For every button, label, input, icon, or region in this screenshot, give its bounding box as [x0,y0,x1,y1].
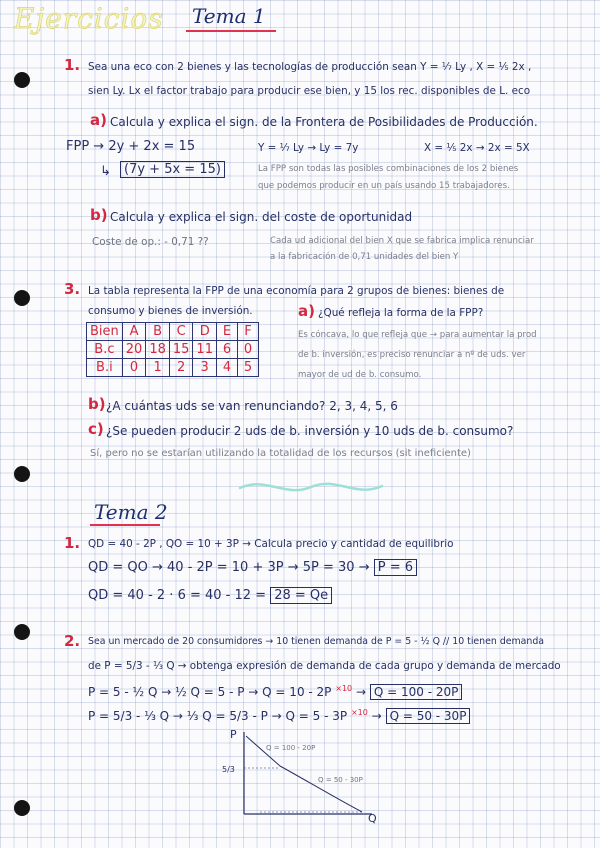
table-cell: 2 [169,359,193,377]
table-row [87,359,259,377]
ex3-b-label: b) [88,395,106,413]
binder-hole [14,466,30,482]
t2-ex1-statement: QD = 40 - 2P , QO = 10 + 3P → Calcula precio y cantidad de equilibrio [88,538,454,550]
table-header-cell: B [146,323,170,341]
arrow-icon: ↳ [100,164,111,179]
demand-graph [222,726,392,826]
binder-hole [14,624,30,640]
t2-ex2-group1 [88,684,462,699]
ex1-statement-line1: Sea una eco con 2 bienes y las tecnologías de producción sean Y = ⅐ Ly , X = ⅕ 2x , [88,61,532,73]
ex3-a-note-line1: Es cóncava, lo que refleja que → para aumentar la prod [298,330,537,340]
y-production-equation: Y = ⅐ Ly → Ly = 7y [258,142,359,154]
table-cell: 18 [146,341,170,359]
x-production-equation: X = ⅕ 2x → 2x = 5X [424,142,530,154]
table-header-cell: Bien [87,323,123,341]
t2-ex2-statement-line1: Sea un mercado de 20 consumidores → 10 tienen demanda de P = 5 - ½ Q // 10 tienen demanda [88,636,545,647]
table-cell: 6 [216,341,237,359]
table-row [87,341,259,359]
table-header-cell: C [169,323,193,341]
table-cell: 3 [193,359,217,377]
quantity-result-box: 28 = Qe [270,587,332,604]
times10-label: ×10 [335,684,353,693]
ex1-b-note-line1: Cada ud adicional del bien X que se fabrica implica renunciar [270,236,534,246]
ex3-number: 3. [64,280,81,298]
t2-ex2-group2 [88,708,470,723]
price-result-box: P = 6 [374,559,417,576]
binder-hole [14,290,30,306]
decorative-flourish [236,474,386,500]
graph-label-group1: Q = 100 - 20P [266,744,316,752]
table-cell: 0 [122,359,146,377]
ex3-c-answer: Sí, pero no se estarían utilizando la totalidad de los recursos (sit ineficiente) [90,448,471,459]
ex1-a-label: a) [90,111,107,129]
ex1-number: 1. [64,56,81,74]
ex3-c-question: ¿Se pueden producir 2 uds de b. inversión y 10 uds de b. consumo? [106,424,514,438]
ex1-statement-line2: sien Ly. Lx el factor trabajo para producir ese bien, y 15 los rec. disponibles de L. eco [88,85,531,97]
table-cell: 15 [169,341,193,359]
ex1-b-question: Calcula y explica el sign. del coste de oportunidad [110,210,413,224]
fpp-result-wrapper [120,162,225,177]
table-cell: B.i [87,359,123,377]
binder-hole [14,800,30,816]
table-header-cell: A [122,323,146,341]
ex1-a-note-line2: que podemos producir en un país usando 15 trabajadores. [258,181,510,191]
coste-oportunidad: Coste de op.: - 0,71 ?? [92,236,209,248]
ex3-a-note-line3: mayor de ud de b. consumo. [298,370,422,380]
group2-demand-box: Q = 50 - 30P [386,708,471,724]
graph-label-group2: Q = 50 - 30P [318,776,363,784]
graph-x-label: Q [368,812,377,825]
t2-ex2-number: 2. [64,632,81,650]
table-header-cell: F [237,323,258,341]
group2-equation: P = 5/3 - ⅓ Q → ⅓ Q = 5/3 - P → Q = 5 - 3P [88,709,348,723]
t2-ex1-step1 [88,560,417,575]
t2-ex1-step2-text: QD = 40 - 2 · 6 = 40 - 12 = [88,588,267,603]
binder-hole [14,72,30,88]
t2-ex1-step1-text: QD = QO → 40 - 2P = 10 + 3P → 5P = 30 → [88,560,370,575]
t2-ex1-step2 [88,588,332,603]
ex3-c-label: c) [88,420,104,438]
table-cell: 11 [193,341,217,359]
table-cell: 0 [237,341,258,359]
arrow-icon: → [371,709,382,723]
arrow-icon: → [355,685,367,699]
ex3-a-question: ¿Qué refleja la forma de la FPP? [318,307,484,319]
table-cell: 5 [237,359,258,377]
ex3-statement-line1: La tabla representa la FPP de una economía para 2 grupos de bienes: bienes de [88,285,505,297]
tema2-title: Tema 2 [94,500,168,524]
group1-equation: P = 5 - ½ Q → ½ Q = 5 - P → Q = 10 - 2P [88,685,332,699]
fpp-table [86,322,259,377]
graph-y-label: P [230,728,237,741]
graph-y-tick: 5/3 [222,765,235,774]
group1-demand-box: Q = 100 - 20P [370,684,463,700]
ex3-a-note-line2: de b. inversión, es preciso renunciar a nº de uds. ver [298,350,526,360]
tema2-underline [90,524,160,526]
ex1-a-question: Calcula y explica el sign. de la Frontera de Posibilidades de Producción. [110,115,538,129]
ex1-b-label: b) [90,206,108,224]
ex3-a-label: a) [298,302,315,320]
t2-ex1-number: 1. [64,534,81,552]
ex3-b-question: ¿A cuántas uds se van renunciando? 2, 3, 4, 5, 6 [106,399,398,413]
table-header-row [87,323,259,341]
t2-ex2-statement-line2: de P = 5/3 - ⅓ Q → obtenga expresión de demanda de cada grupo y demanda de mercado [88,660,561,672]
table-cell: 20 [122,341,146,359]
tema1-title: Tema 1 [192,4,266,28]
table-cell: 1 [146,359,170,377]
times10-label: ×10 [350,708,368,717]
table-cell: B.c [87,341,123,359]
tema1-underline [186,30,276,32]
ex3-statement-line2: consumo y bienes de inversión. [88,305,253,317]
table-header-cell: E [216,323,237,341]
fpp-equation: FPP → 2y + 2x = 15 [66,139,196,154]
page-title: Ejercicios [14,2,164,35]
table-cell: 4 [216,359,237,377]
fpp-result-box: (7y + 5x = 15) [120,161,225,178]
ex1-a-note-line1: La FPP son todas las posibles combinaciones de los 2 bienes [258,164,519,174]
ex1-b-note-line2: a la fabricación de 0,71 unidades del bien Y [270,252,459,262]
table-header-cell: D [193,323,217,341]
